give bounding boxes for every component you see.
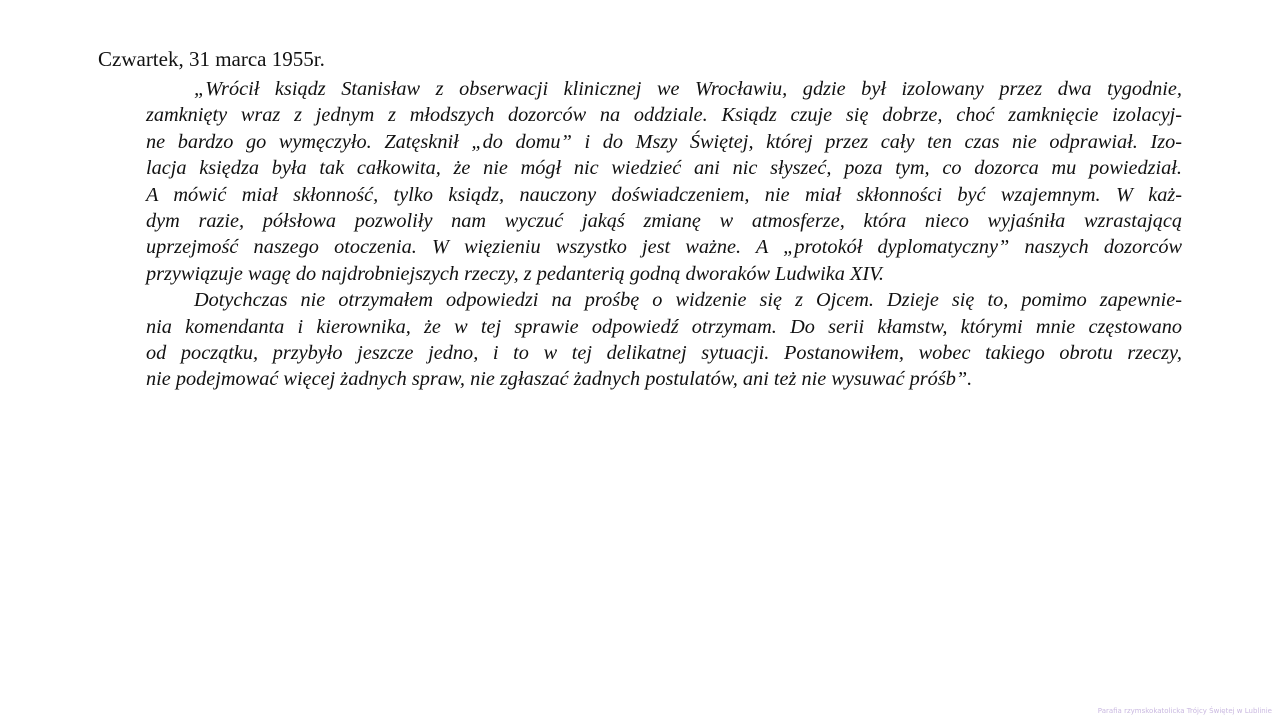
paragraph-1-line: ne bardzo go wymęczyło. Zatęsknił „do domu” i do Mszy Świętej, której przez cały ten czas nie odprawiał. Izo- (146, 130, 1182, 153)
paragraph-2-line: nie podejmować więcej żadnych spraw, nie zgłaszać żadnych postulatów, ani też nie wysuwać próśb”. (146, 368, 973, 391)
paragraph-1-line: zamknięty wraz z jednym z młodszych dozorców na oddziale. Ksiądz czuje się dobrze, choć zamknięcie izolacyj- (146, 104, 1182, 127)
paragraph-2 (98, 287, 1182, 393)
paragraph-1-line: A mówić miał skłonność, tylko ksiądz, nauczony doświadczeniem, nie miał skłonności być wzajemnym. W każ- (146, 183, 1182, 206)
paragraph-2-line: od początku, przybyło jeszcze jedno, i to w tej delikatnej sytuacji. Postanowiłem, wobec takiego obrotu rzeczy, (146, 342, 1182, 365)
paragraph-2-line: nia komendanta i kierownika, że w tej sprawie odpowiedź otrzymam. Do serii kłamstw, którymi mnie częstowano (146, 315, 1182, 338)
date-heading: Czwartek, 31 marca 1955r. (98, 47, 325, 71)
paragraph-2-line: Dotychczas nie otrzymałem odpowiedzi na prośbę o widzenie się z Ojcem. Dzieje się to, pomimo zapewnie- (194, 289, 1182, 312)
document-body (98, 46, 1182, 393)
paragraph-1-line: dym razie, półsłowa pozwoliły nam wyczuć jakąś zmianę w atmosferze, która nieco wyjaśniła wzrastającą (146, 210, 1182, 233)
paragraph-1-line: przywiązuje wagę do najdrobniejszych rzeczy, z pedanterią godną dworaków Ludwika XIV. (146, 262, 884, 285)
paragraph-1 (98, 76, 1182, 287)
footer-watermark: Parafia rzymskokatolicka Trójcy Świętej w Lublinie (1097, 707, 1272, 715)
paragraph-1-line: „Wrócił ksiądz Stanisław z obserwacji klinicznej we Wrocławiu, gdzie był izolowany przez dwa tygodnie, (194, 78, 1182, 100)
paragraph-1-line: uprzejmość naszego otoczenia. W więzieniu wszystko jest ważne. A „protokół dyplomatyczny” naszych dozorców (146, 236, 1182, 259)
paragraph-1-line: lacja księdza była tak całkowita, że nie mógł nic wiedzieć ani nic słyszeć, poza tym, co dozorca mu powiedział. (146, 157, 1182, 180)
